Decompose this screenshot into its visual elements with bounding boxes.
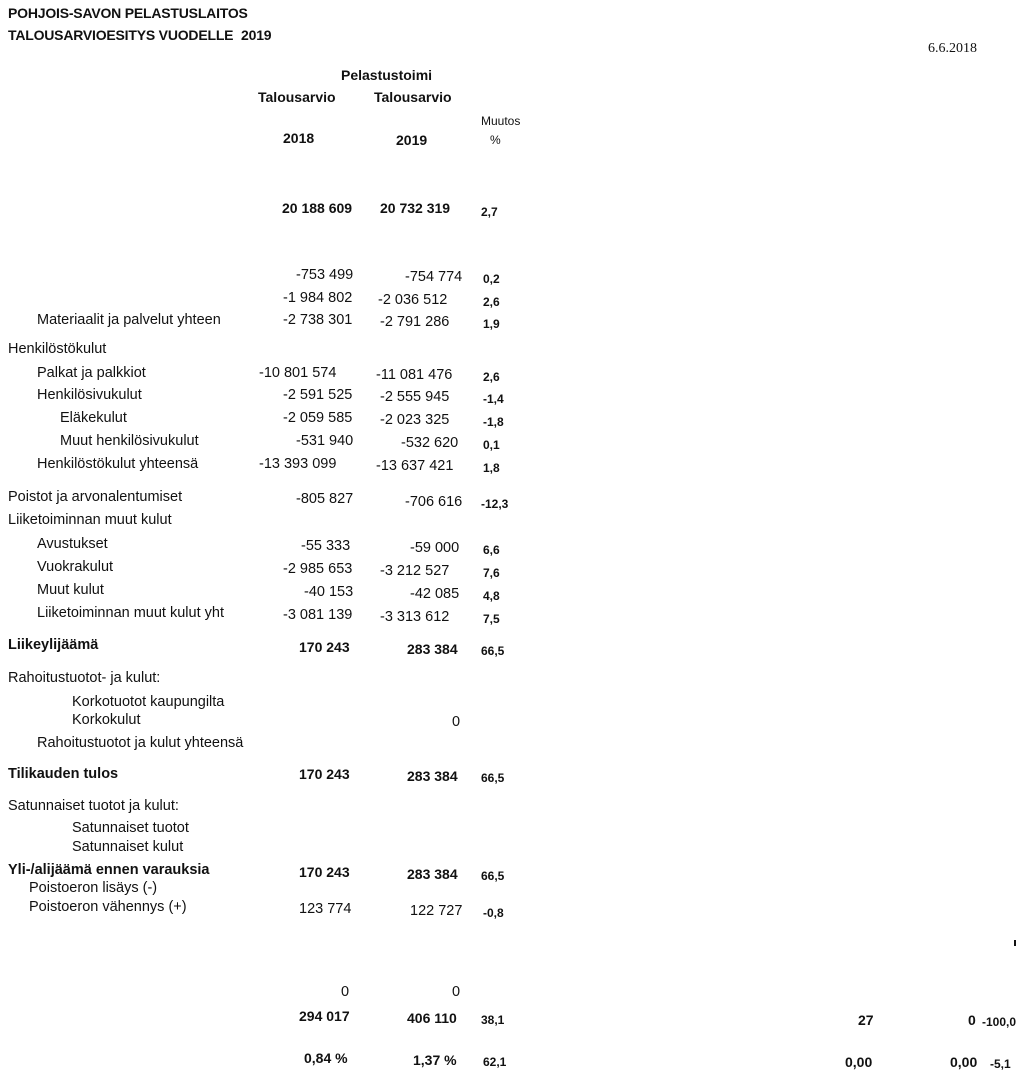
side-costs-change: -1,4 — [483, 392, 504, 406]
salaries-2019: -11 081 476 — [376, 367, 453, 383]
column-2019-title: Talousarvio — [374, 89, 452, 105]
operating-surplus-label: Liikeylijäämä — [8, 637, 99, 653]
grants-2019: -59 000 — [410, 540, 460, 556]
depreciation-label: Poistot ja arvonalentumiset — [8, 489, 183, 505]
bottom-row-3-extra-1: 0,00 — [845, 1054, 873, 1070]
personnel-total-2018: -13 393 099 — [259, 456, 337, 472]
bottom-row-3-2018: 0,84 % — [304, 1050, 348, 1066]
surplus-before-reserves-change: 66,5 — [481, 869, 505, 883]
period-result-label: Tilikauden tulos — [8, 766, 119, 782]
rent-costs-2019: -3 212 527 — [380, 563, 450, 579]
bottom-row-3-extra-3: -5,1 — [990, 1057, 1011, 1071]
row-3-change: 2,6 — [483, 295, 500, 309]
rent-costs-2018: -2 985 653 — [283, 561, 353, 577]
bottom-row-3-extra-2: 0,00 — [950, 1054, 978, 1070]
depreciation-2018: -805 827 — [296, 491, 354, 507]
row-3-2019: -2 036 512 — [378, 292, 448, 308]
other-side-costs-2019: -532 620 — [401, 435, 459, 451]
column-2018-title: Talousarvio — [258, 89, 336, 105]
row-1-2019: 20 732 319 — [380, 200, 451, 216]
budget-proposal-title — [8, 26, 271, 44]
other-costs-label: Muut kulut — [37, 582, 104, 598]
surplus-before-reserves-2018: 170 243 — [299, 864, 350, 880]
grants-label: Avustukset — [37, 536, 108, 552]
materials-services-2018: -2 738 301 — [283, 312, 353, 328]
row-2-2019: -754 774 — [405, 269, 463, 285]
grants-2018: -55 333 — [301, 538, 351, 554]
personnel-total-label: Henkilöstökulut yhteensä — [37, 456, 199, 472]
bottom-row-3-change: 62,1 — [483, 1055, 507, 1069]
pension-costs-change: -1,8 — [483, 415, 504, 429]
bottom-row-2-2019: 406 110 — [407, 1010, 457, 1026]
personnel-total-change: 1,8 — [483, 461, 500, 475]
period-result-2018: 170 243 — [299, 766, 350, 782]
row-1-change: 2,7 — [481, 205, 498, 219]
grants-change: 6,6 — [483, 543, 500, 557]
personnel-total-2019: -13 637 421 — [376, 458, 454, 474]
depreciation-change: -12,3 — [481, 497, 509, 511]
other-operating-costs-heading: Liiketoiminnan muut kulut — [8, 512, 172, 528]
personnel-costs-heading: Henkilöstökulut — [8, 341, 107, 357]
row-2-2018: -753 499 — [296, 267, 354, 283]
other-operating-total-label: Liiketoiminnan muut kulut yht — [37, 605, 224, 621]
depreciation-difference-decrease-change: -0,8 — [483, 906, 504, 920]
period-result-change: 66,5 — [481, 771, 505, 785]
other-costs-change: 4,8 — [483, 589, 500, 603]
operating-surplus-2018: 170 243 — [299, 639, 350, 655]
bottom-row-2-extra-2: 0 — [968, 1012, 976, 1028]
bottom-row-2-2018: 294 017 — [299, 1008, 350, 1024]
materials-services-2019: -2 791 286 — [380, 314, 450, 330]
interest-income-label: Korkotuotot kaupungilta — [72, 694, 225, 710]
bottom-row-1-2019: 0 — [452, 984, 461, 1000]
other-costs-2019: -42 085 — [410, 586, 460, 602]
operating-surplus-change: 66,5 — [481, 644, 505, 658]
salaries-change: 2,6 — [483, 370, 500, 384]
other-operating-total-change: 7,5 — [483, 612, 500, 626]
column-2018-year: 2018 — [283, 130, 315, 146]
bottom-row-2-extra-3: -100,0 — [982, 1015, 1017, 1029]
pension-costs-2018: -2 059 585 — [283, 410, 353, 426]
budget-proposal-year: 2019 — [241, 27, 272, 43]
side-costs-2018: -2 591 525 — [283, 387, 353, 403]
column-group-title: Pelastustoimi — [341, 67, 433, 83]
budget-proposal-text: TALOUSARVIOESITYS VUODELLE — [8, 27, 234, 43]
salaries-label: Palkat ja palkkiot — [37, 365, 146, 381]
salaries-2018: -10 801 574 — [259, 365, 337, 381]
surplus-before-reserves-label: Yli-/alijäämä ennen varauksia — [8, 862, 210, 878]
change-column-unit: % — [490, 133, 501, 147]
extraordinary-income-label: Satunnaiset tuotot — [72, 820, 189, 836]
materials-services-change: 1,9 — [483, 317, 500, 331]
interest-costs-label: Korkokulut — [72, 712, 141, 728]
depreciation-difference-decrease-label: Poistoeron vähennys (+) — [29, 899, 187, 915]
document-date: 6.6.2018 — [928, 41, 977, 56]
bottom-row-2-extra-1: 27 — [858, 1012, 874, 1028]
operating-surplus-2019: 283 384 — [407, 641, 458, 657]
row-2-change: 0,2 — [483, 272, 500, 286]
depreciation-difference-decrease-2019: 122 727 — [410, 903, 463, 919]
bottom-row-2-change: 38,1 — [481, 1013, 505, 1027]
column-2019-year: 2019 — [396, 132, 428, 148]
organization-title: POHJOIS-SAVON PELASTUSLAITOS — [8, 5, 248, 21]
pension-costs-2019: -2 023 325 — [380, 412, 450, 428]
period-result-2019: 283 384 — [407, 768, 458, 784]
bottom-row-1-2018: 0 — [341, 984, 350, 1000]
depreciation-difference-increase-label: Poistoeron lisäys (-) — [29, 880, 158, 896]
side-costs-label: Henkilösivukulut — [37, 387, 142, 403]
other-side-costs-2018: -531 940 — [296, 433, 354, 449]
rent-costs-change: 7,6 — [483, 566, 500, 580]
pension-costs-label: Eläkekulut — [60, 410, 127, 426]
depreciation-2019: -706 616 — [405, 494, 463, 510]
other-operating-total-2019: -3 313 612 — [380, 609, 450, 625]
financial-items-total-label: Rahoitustuotot ja kulut yhteensä — [37, 735, 244, 751]
extraordinary-items-heading: Satunnaiset tuotot ja kulut: — [8, 798, 179, 814]
surplus-before-reserves-2019: 283 384 — [407, 866, 458, 882]
row-1-2018: 20 188 609 — [282, 200, 353, 216]
materials-services-label: Materiaalit ja palvelut yhteen — [37, 312, 221, 328]
stray-mark — [1014, 940, 1016, 946]
side-costs-2019: -2 555 945 — [380, 389, 450, 405]
bottom-row-3-2019: 1,37 % — [413, 1052, 457, 1068]
other-operating-total-2018: -3 081 139 — [283, 607, 353, 623]
interest-costs-2019: 0 — [452, 714, 461, 730]
other-side-costs-label: Muut henkilösivukulut — [60, 433, 199, 449]
other-costs-2018: -40 153 — [304, 584, 354, 600]
extraordinary-costs-label: Satunnaiset kulut — [72, 839, 184, 855]
rent-costs-label: Vuokrakulut — [37, 559, 114, 575]
financial-items-heading: Rahoitustuotot- ja kulut: — [8, 670, 161, 686]
depreciation-difference-decrease-2018: 123 774 — [299, 901, 352, 917]
row-3-2018: -1 984 802 — [283, 290, 353, 306]
change-column-title: Muutos — [481, 114, 521, 128]
other-side-costs-change: 0,1 — [483, 438, 500, 452]
